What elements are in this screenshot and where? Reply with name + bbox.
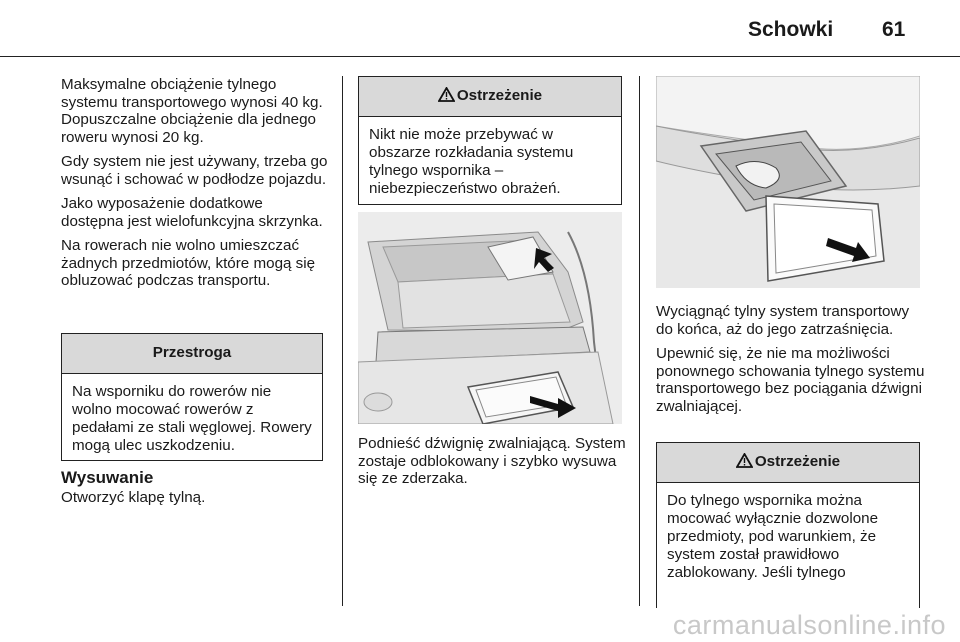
header-divider bbox=[0, 56, 960, 57]
section-heading: Wysuwanie bbox=[61, 468, 154, 487]
left-subsection bbox=[61, 468, 329, 514]
right-text bbox=[656, 303, 926, 422]
column-divider-2 bbox=[639, 76, 640, 606]
column-divider-1 bbox=[342, 76, 343, 606]
paragraph: Na rowerach nie wolno umieszczać żadnych przedmiotów, które mogą się obluzować podczas transportu. bbox=[61, 237, 316, 289]
paragraph: Upewnić się, że nie ma możliwości ponownego schowania tylnego systemu transportowego bez pociągania dźwigni zwalniającej. bbox=[656, 345, 925, 415]
warning-triangle-icon bbox=[736, 453, 753, 468]
paragraph: Otworzyć klapę tylną. bbox=[61, 489, 206, 506]
warning-body: Do tylnego wspornika można mocować wyłącznie dozwolone przedmioty, pod warunkiem, że system został prawidłowo zablokowany. Jeśli tylnego bbox=[667, 492, 879, 581]
caution-heading: Przestroga bbox=[62, 334, 322, 374]
caution-body: Na wsporniku do rowerów nie wolno mocować rowerów z pedałami ze stali węglowej. Rowery mogą ulec uszkodzeniu. bbox=[72, 383, 312, 454]
paragraph: Podnieść dźwignię zwalniającą. System zostaje odblokowany i szybko wysuwa się ze zderzaka. bbox=[358, 435, 626, 487]
page-title: Schowki bbox=[748, 18, 834, 41]
caution-box bbox=[61, 333, 323, 461]
warning-body: Nikt nie może przebywać w obszarze rozkładania systemu tylnego wspornika – niebezpieczeństwo obrażeń. bbox=[369, 126, 574, 197]
trunk-illustration bbox=[358, 212, 622, 424]
warning-box bbox=[358, 76, 622, 205]
page-header bbox=[0, 0, 960, 56]
warning-heading-row bbox=[657, 443, 919, 483]
warning-heading-row bbox=[359, 77, 621, 117]
paragraph: Maksymalne obciążenie tylnego systemu transportowego wynosi 40 kg. Dopuszczalne obciążenie dla jednego roweru wynosi 20 kg. bbox=[61, 76, 323, 146]
paragraph: Gdy system nie jest używany, trzeba go wsunąć i schować w podłodze pojazdu. bbox=[61, 153, 328, 188]
paragraph: Jako wyposażenie dodatkowe dostępna jest wielofunkcyjna skrzynka. bbox=[61, 195, 323, 230]
carrier-drawing bbox=[656, 76, 920, 288]
warning-heading: Ostrzeżenie bbox=[754, 453, 841, 470]
warning-box-2 bbox=[656, 442, 920, 608]
watermark: carmanualsonline.info bbox=[672, 610, 946, 640]
trunk-drawing bbox=[358, 212, 622, 424]
page-number: 61 bbox=[882, 18, 906, 41]
carrier-illustration bbox=[656, 76, 920, 288]
warning-triangle-icon bbox=[438, 87, 455, 102]
middle-caption bbox=[358, 435, 628, 495]
left-column bbox=[61, 76, 329, 297]
warning-heading: Ostrzeżenie bbox=[456, 87, 543, 104]
page-footer bbox=[0, 608, 960, 642]
paragraph: Wyciągnąć tylny system transportowy do końca, aż do jego zatrzaśnięcia. bbox=[656, 303, 910, 338]
